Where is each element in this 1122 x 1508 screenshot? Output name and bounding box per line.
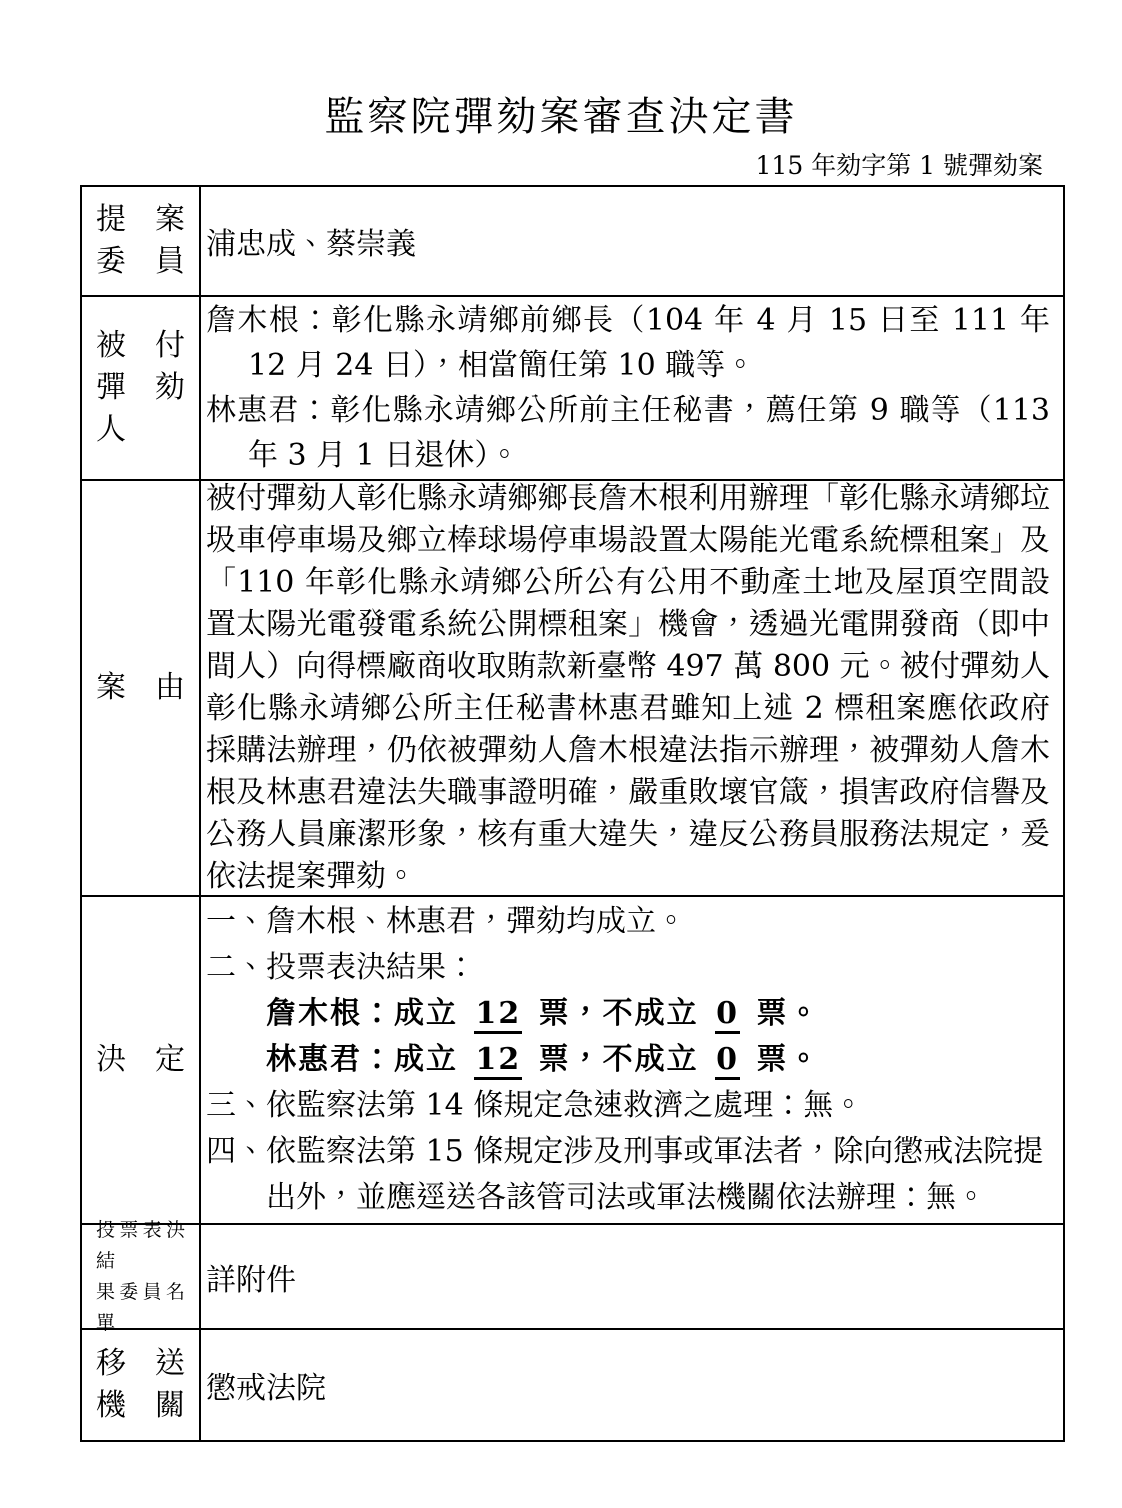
vote-lin-no-count: 0 — [715, 1042, 740, 1080]
impeached-label-line-1: 被付 — [96, 328, 185, 363]
vote-lin-prefix: 林惠君：成立 — [266, 1042, 471, 1077]
proposers-label — [82, 187, 201, 295]
impeached-content — [201, 297, 1063, 479]
impeached-label-line-2: 彈劾人 — [96, 370, 185, 447]
case-summary-text: 被付彈劾人彰化縣永靖鄉鄉長詹木根利用辦理「彰化縣永靖鄉垃圾車停車場及鄉立棒球場停車場設置太陽能光電系統標租案」及「110 年彰化縣永靖鄉公所公有公用不動產土地及屋頂空間設置太陽光電發電系統公開標租案」機會，透過光電開發商（即中間人）向得標廠商收取賄款新臺幣 497 萬 800 元。被付彈劾人彰化縣永靖鄉公所主任秘書林惠君雖知上述 2 標租案應依政府採購法辦理，仍依被彈劾人詹木根違法指示辦理，被彈劾人詹木根及林惠君違法失職事證明確，嚴重敗壞官箴，損害政府信譽及公務人員廉潔形象，核有重大違失，違反公務員服務法規定，爰依法提案彈劾。 — [206, 481, 1050, 894]
vote-zhan-yes-count: 12 — [474, 996, 522, 1034]
impeached-entry-lin: 林惠君：彰化縣永靖鄉公所前主任秘書，薦任第 9 職等（113 年 3 月 1 日退休）。 — [206, 393, 1050, 473]
transfer-agency-value-cell — [201, 1330, 1063, 1440]
case-summary-content — [201, 481, 1063, 895]
vote-lin-yes-count: 12 — [474, 1042, 522, 1080]
decision-content — [201, 897, 1063, 1223]
proposers-value — [201, 187, 1063, 295]
vote-result-zhan — [206, 991, 1050, 1037]
row-decision — [82, 897, 1063, 1225]
proposers-label-line-1: 提案 — [96, 202, 185, 237]
transfer-agency-label-line-2: 機關 — [96, 1388, 185, 1423]
vote-lin-mid: 票，不成立 — [526, 1042, 712, 1077]
decision-item-1: 一、詹木根、林惠君，彈劾均成立。 — [206, 904, 686, 939]
decision-item-2: 二、投票表決結果： — [206, 950, 476, 985]
impeached-label — [82, 297, 201, 479]
case-summary-label — [82, 481, 201, 895]
row-voters-list — [82, 1218, 1063, 1334]
vote-zhan-mid: 票，不成立 — [526, 996, 712, 1031]
vote-result-lin — [206, 1037, 1050, 1083]
voters-list-label-line-2: 果委員名單 — [96, 1280, 185, 1334]
row-transfer-agency — [82, 1330, 1063, 1440]
decision-table — [80, 185, 1065, 1442]
voters-list-value: 詳附件 — [206, 1262, 296, 1298]
impeached-entry-zhan: 詹木根：彰化縣永靖鄉前鄉長（104 年 4 月 15 日至 111 年 12 月 24 日），相當簡任第 10 職等。 — [206, 303, 1050, 383]
vote-zhan-prefix: 詹木根：成立 — [266, 996, 471, 1031]
transfer-agency-label — [82, 1330, 201, 1440]
voters-list-label — [82, 1218, 201, 1334]
vote-zhan-suffix: 票。 — [743, 996, 821, 1031]
decision-item-4: 四、依監察法第 15 條規定涉及刑事或軍法者，除向懲戒法院提出外，並應逕送各該管司法或軍法機關依法辦理：無。 — [206, 1134, 1044, 1215]
decision-item-3: 三、依監察法第 14 條規定急速救濟之處理：無。 — [206, 1088, 864, 1123]
voters-list-label-line-1: 投票表決結 — [96, 1218, 185, 1272]
decision-label — [82, 897, 201, 1223]
vote-zhan-no-count: 0 — [715, 996, 740, 1034]
case-number: 115 年劾字第 1 號彈劾案 — [755, 151, 1043, 180]
voters-list-value-cell — [201, 1225, 1063, 1328]
decision-label-text: 決定 — [96, 1042, 185, 1077]
row-proposers — [82, 187, 1063, 297]
proposers-label-line-2: 委員 — [96, 244, 185, 279]
proposers-names: 浦忠成、蔡崇義 — [206, 227, 416, 262]
case-summary-label-text: 案由 — [96, 670, 185, 705]
row-impeached — [82, 297, 1063, 481]
transfer-agency-label-line-1: 移送 — [96, 1346, 185, 1381]
vote-lin-suffix: 票。 — [743, 1042, 821, 1077]
row-case-summary — [82, 481, 1063, 897]
document-title: 監察院彈劾案審查決定書 — [324, 94, 798, 140]
transfer-agency-value: 懲戒法院 — [206, 1371, 326, 1406]
